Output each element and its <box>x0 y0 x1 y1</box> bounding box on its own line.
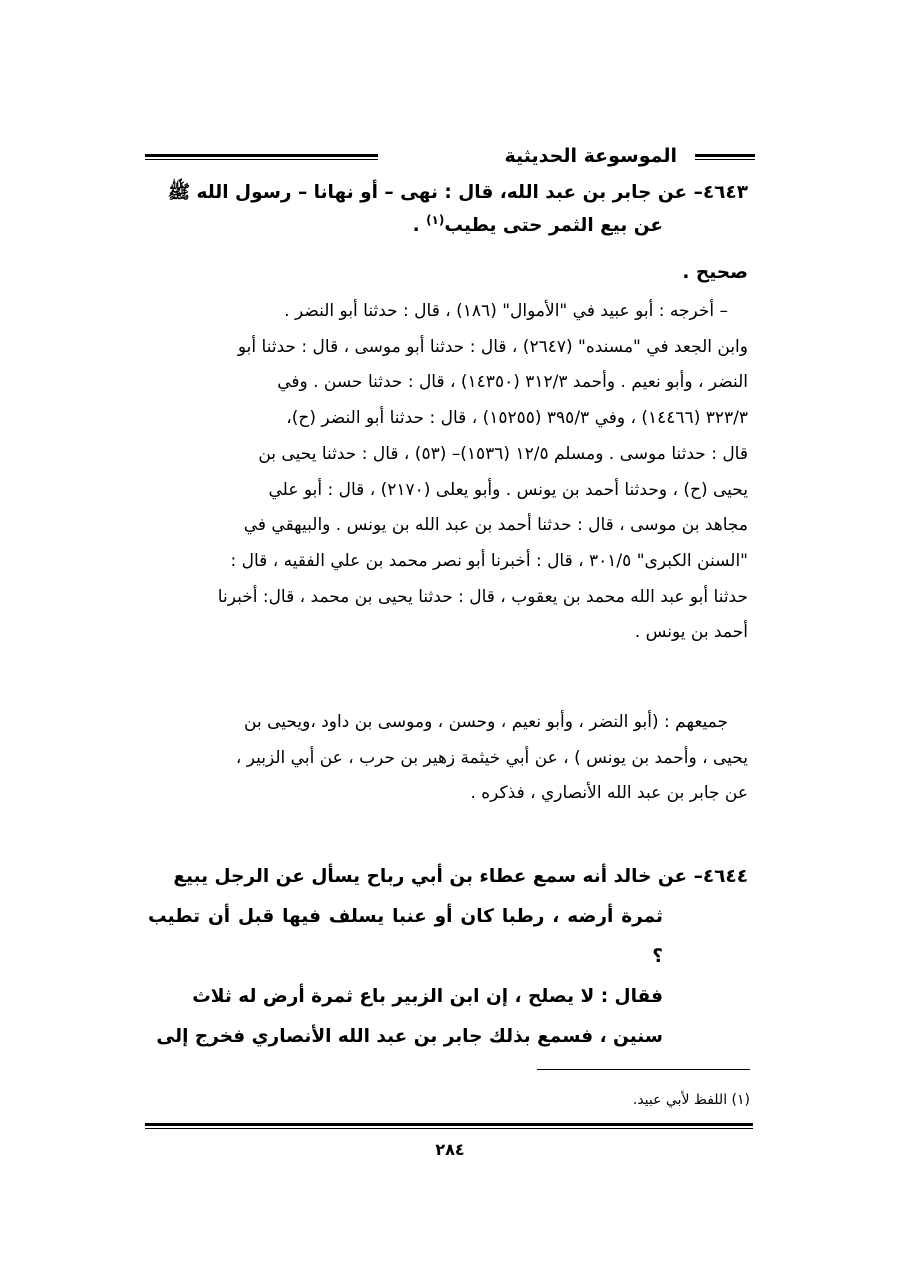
hadith-4644 <box>148 857 748 1057</box>
page-number: ٢٨٤ <box>435 1140 465 1159</box>
hadith-4643-end: . <box>412 215 427 236</box>
takhrij-line: – أخرجه : أبو عبيد في "الأموال" (١٨٦) ، قال : حدثنا أبو النضر . <box>284 301 728 321</box>
takhrij-line: مجاهد بن موسى ، قال : حدثنا أحمد بن عبد الله بن يونس . والبيهقي في <box>243 515 748 536</box>
takhrij-line: حدثنا أبو عبد الله محمد بن يعقوب ، قال : حدثنا يحيى بن محمد ، قال: أخبرنا <box>217 586 748 607</box>
hadith-grade: صحيح . <box>682 262 748 283</box>
hadith-4643-line-1: ٤٦٤٣– عن جابر بن عبد الله، قال : نهى – أو نهانا – رسول الله ﷺ <box>167 182 748 203</box>
bottom-rule <box>145 1123 753 1129</box>
takhrij-paragraph <box>148 294 748 651</box>
takhrij-line: النضر ، وأبو نعيم . وأحمد ٣١٢/٣ (١٤٣٥٠) ، قال : حدثنا حسن . وفي <box>277 372 748 393</box>
header-rule-left <box>145 154 378 160</box>
takhrij-line: قال : حدثنا موسى . ومسلم ١٢/٥ (١٥٣٦)– (٥٣) ، قال : حدثنا يحيى بن <box>258 443 748 464</box>
footnote-separator <box>537 1069 750 1070</box>
footnote: (١) اللفظ لأبي عبيد. <box>632 1092 750 1108</box>
header-title: الموسوعة الحديثية <box>504 145 677 167</box>
takhrij-line: أحمد بن يونس . <box>634 622 748 643</box>
running-header <box>145 142 755 172</box>
takhrij-line: ٣٢٣/٣ (١٤٤٦٦) ، وفي ٣٩٥/٣ (١٥٢٥٥) ، قال : حدثنا أبو النضر (ح)، <box>286 408 748 429</box>
hadith-4643 <box>148 176 748 242</box>
hadith-4644-line-4: سنين ، فسمع بذلك جابر بن عبد الله الأنصاري فخرج إلى <box>156 1026 663 1047</box>
takhrij-line: وابن الجعد في "مسنده" (٢٦٤٧) ، قال : حدثنا أبو موسى ، قال : حدثنا أبو <box>237 336 748 357</box>
jamiuhum-line: عن جابر بن عبد الله الأنصاري ، فذكره . <box>470 783 748 804</box>
hadith-4644-line-3: فقال : لا يصلح ، إن ابن الزبير باع ثمرة أرض له ثلاث <box>192 986 663 1007</box>
hadith-4644-line-2: ثمرة أرضه ، رطبا كان أو عنبا يسلف فيها قبل أن تطيب ؟ <box>148 906 663 967</box>
header-rule-right <box>695 154 755 160</box>
hadith-4643-text: عن بيع الثمر حتى يطيب <box>444 215 663 236</box>
jamiuhum-paragraph <box>148 705 748 812</box>
takhrij-line: "السنن الكبرى" ٣٠١/٥ ، قال : أخبرنا أبو نصر محمد بن علي الفقيه ، قال : <box>230 550 748 571</box>
takhrij-line: يحيى (ح) ، وحدثنا أحمد بن يونس . وأبو يعلى (٢١٧٠) ، قال : أبو علي <box>268 479 748 500</box>
hadith-4643-line-2 <box>148 209 748 242</box>
footnote-reference[interactable]: (١) <box>426 212 445 227</box>
hadith-4644-line-1: ٤٦٤٤– عن خالد أنه سمع عطاء بن أبي رباح يسأل عن الرجل يبيع <box>173 866 748 887</box>
jamiuhum-line: جميعهم : (أبو النضر ، وأبو نعيم ، وحسن ، وموسى بن داود ،ويحيى بن <box>244 712 728 732</box>
jamiuhum-line: يحيى ، وأحمد بن يونس ) ، عن أبي خيثمة زهير بن حرب ، عن أبي الزبير ، <box>235 747 748 768</box>
